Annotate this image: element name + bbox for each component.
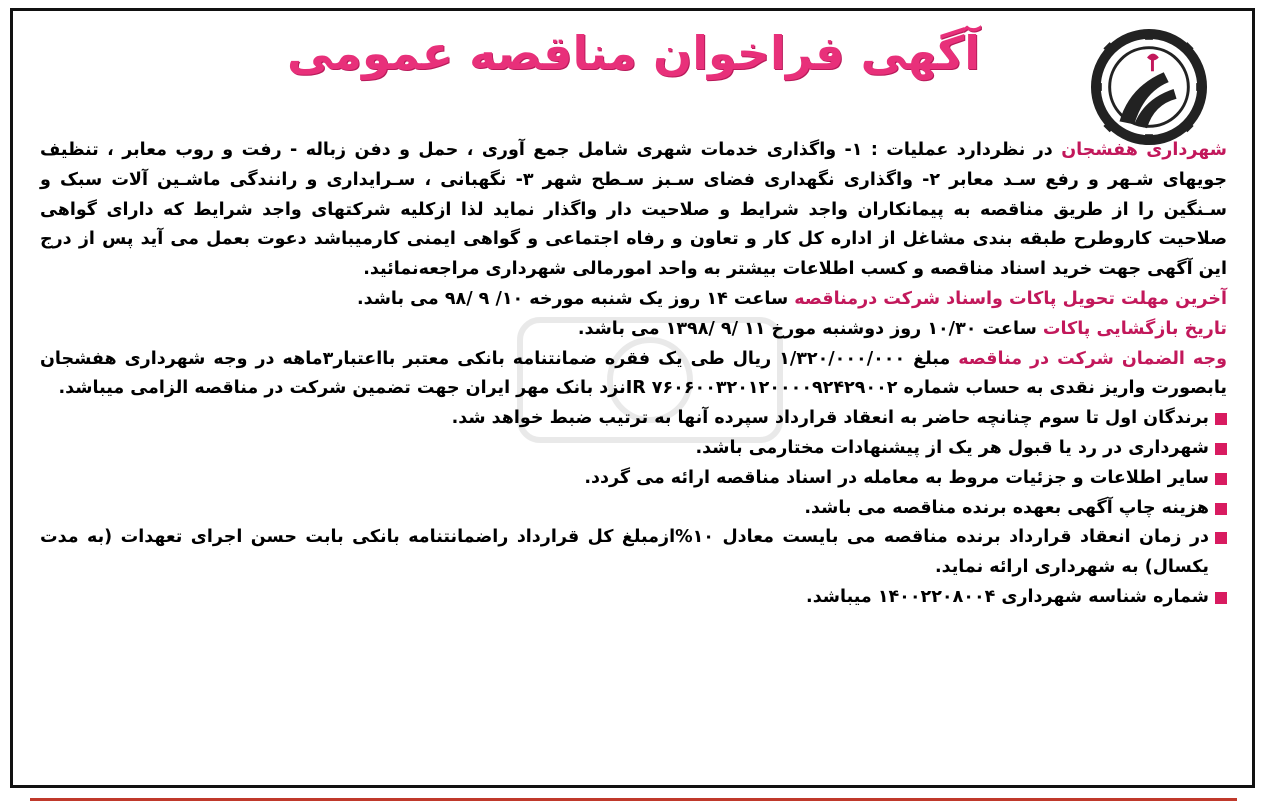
bullet-square-icon [1215,592,1227,604]
deadline-label: آخرین مهلت تحویل پاکات واسناد شرکت درمناقصه [794,288,1227,309]
guarantee-text: مبلغ ۱/۳۲۰/۰۰۰/۰۰۰ ریال طی یک فقره ضمانتنامه بانکی معتبر بااعتبار۳ماهه در وجه شهرداری هفشجان یابصورت واریز نقدی به حساب شماره IR ۷۶۰۶۰۰۳۲۰۱۲۰۰۰۰۹۲۴۲۹۰۰۲نزد بانک مهر ایران جهت تضمین شرکت در مناقصه الزامی میباشد. [40,348,1227,399]
bullet-square-icon [1215,413,1227,425]
guarantee-label: وجه الضمان شرکت در مناقصه [958,348,1227,369]
list-item: شماره شناسه شهرداری ۱۴۰۰۲۲۰۸۰۰۴ میباشد. [40,583,1227,613]
list-item: هزینه چاپ آگهی بعهده برنده مناقصه می باشد. [40,494,1227,524]
deadline-paragraph [40,285,1227,315]
opening-text: ساعت ۱۰/۳۰ روز دوشنبه مورخ ۱۱ /۹ /۱۳۹۸ می باشد. [577,318,1043,339]
list-item: سایر اطلاعات و جزئیات مروط به معامله در اسناد مناقصه ارائه می گردد. [40,464,1227,494]
list-item: شهرداری در رد یا قبول هر یک از پیشنهادات مختارمی باشد. [40,434,1227,464]
intro-text: در نظردارد عملیات : ۱- واگذاری خدمات شهری شامل جمع آوری ، حمل و دفن زباله - رفت و روب معابر ، تنظیف جویهای شـهر و رفع سـد معابر ۲- واگذاری نگهداری فضای سـبز سـطح شهر ۳- نگهبانی ، سـرایداری و رانندگی ماشـین آلات سبک و سـنگین را از طریق مناقصه به پیمانکاران واجد شرایط و صلاحیت دار واگذار نماید لذا ازکلیه شرکتهای واجد شرایط که دارای گواهی صلاحیت کاروطرح طبقه بندی مشاغل از اداره کل کار و تعاون و رفاه اجتماعی و گواهی ایمنی کارمیباشد دعوت بعمل می آید پس از درج این آگهی جهت خرید اسناد مناقصه و کسب اطلاعات بیشتر به واحد امورمالی شهرداری مراجعه‌نمائید. [40,140,1227,280]
notice-body [40,136,1227,613]
opening-label: تاریخ بازگشایی پاکات [1042,318,1227,339]
guarantee-paragraph [40,345,1227,405]
bullet-square-icon [1215,503,1227,515]
municipality-emblem-icon [1090,28,1208,146]
bottom-divider [30,798,1237,801]
page-title: آگهی فراخوان مناقصه عمومی [287,26,980,80]
deadline-text: ساعت ۱۴ روز یک شنبه مورخه ۱۰/ ۹ /۹۸ می باشد. [356,288,795,309]
org-name: شهرداری هفشجان [1061,140,1228,160]
bullet-square-icon [1215,473,1227,485]
list-item: در زمان انعقاد قرارداد برنده مناقصه می بایست معادل ۱۰%ازمبلغ کل قرارداد راضمانتنامه بانکی بابت حسن اجرای تعهدات (به مدت یکسال) به شهرداری ارائه نماید. [40,523,1227,583]
bullet-square-icon [1215,532,1227,544]
bullet-square-icon [1215,443,1227,455]
list-item: برندگان اول تا سوم چنانچه حاضر به انعقاد قرارداد سپرده آنها به ترتیب ضبط خواهد شد. [40,404,1227,434]
opening-paragraph [40,315,1227,345]
intro-paragraph [40,136,1227,285]
